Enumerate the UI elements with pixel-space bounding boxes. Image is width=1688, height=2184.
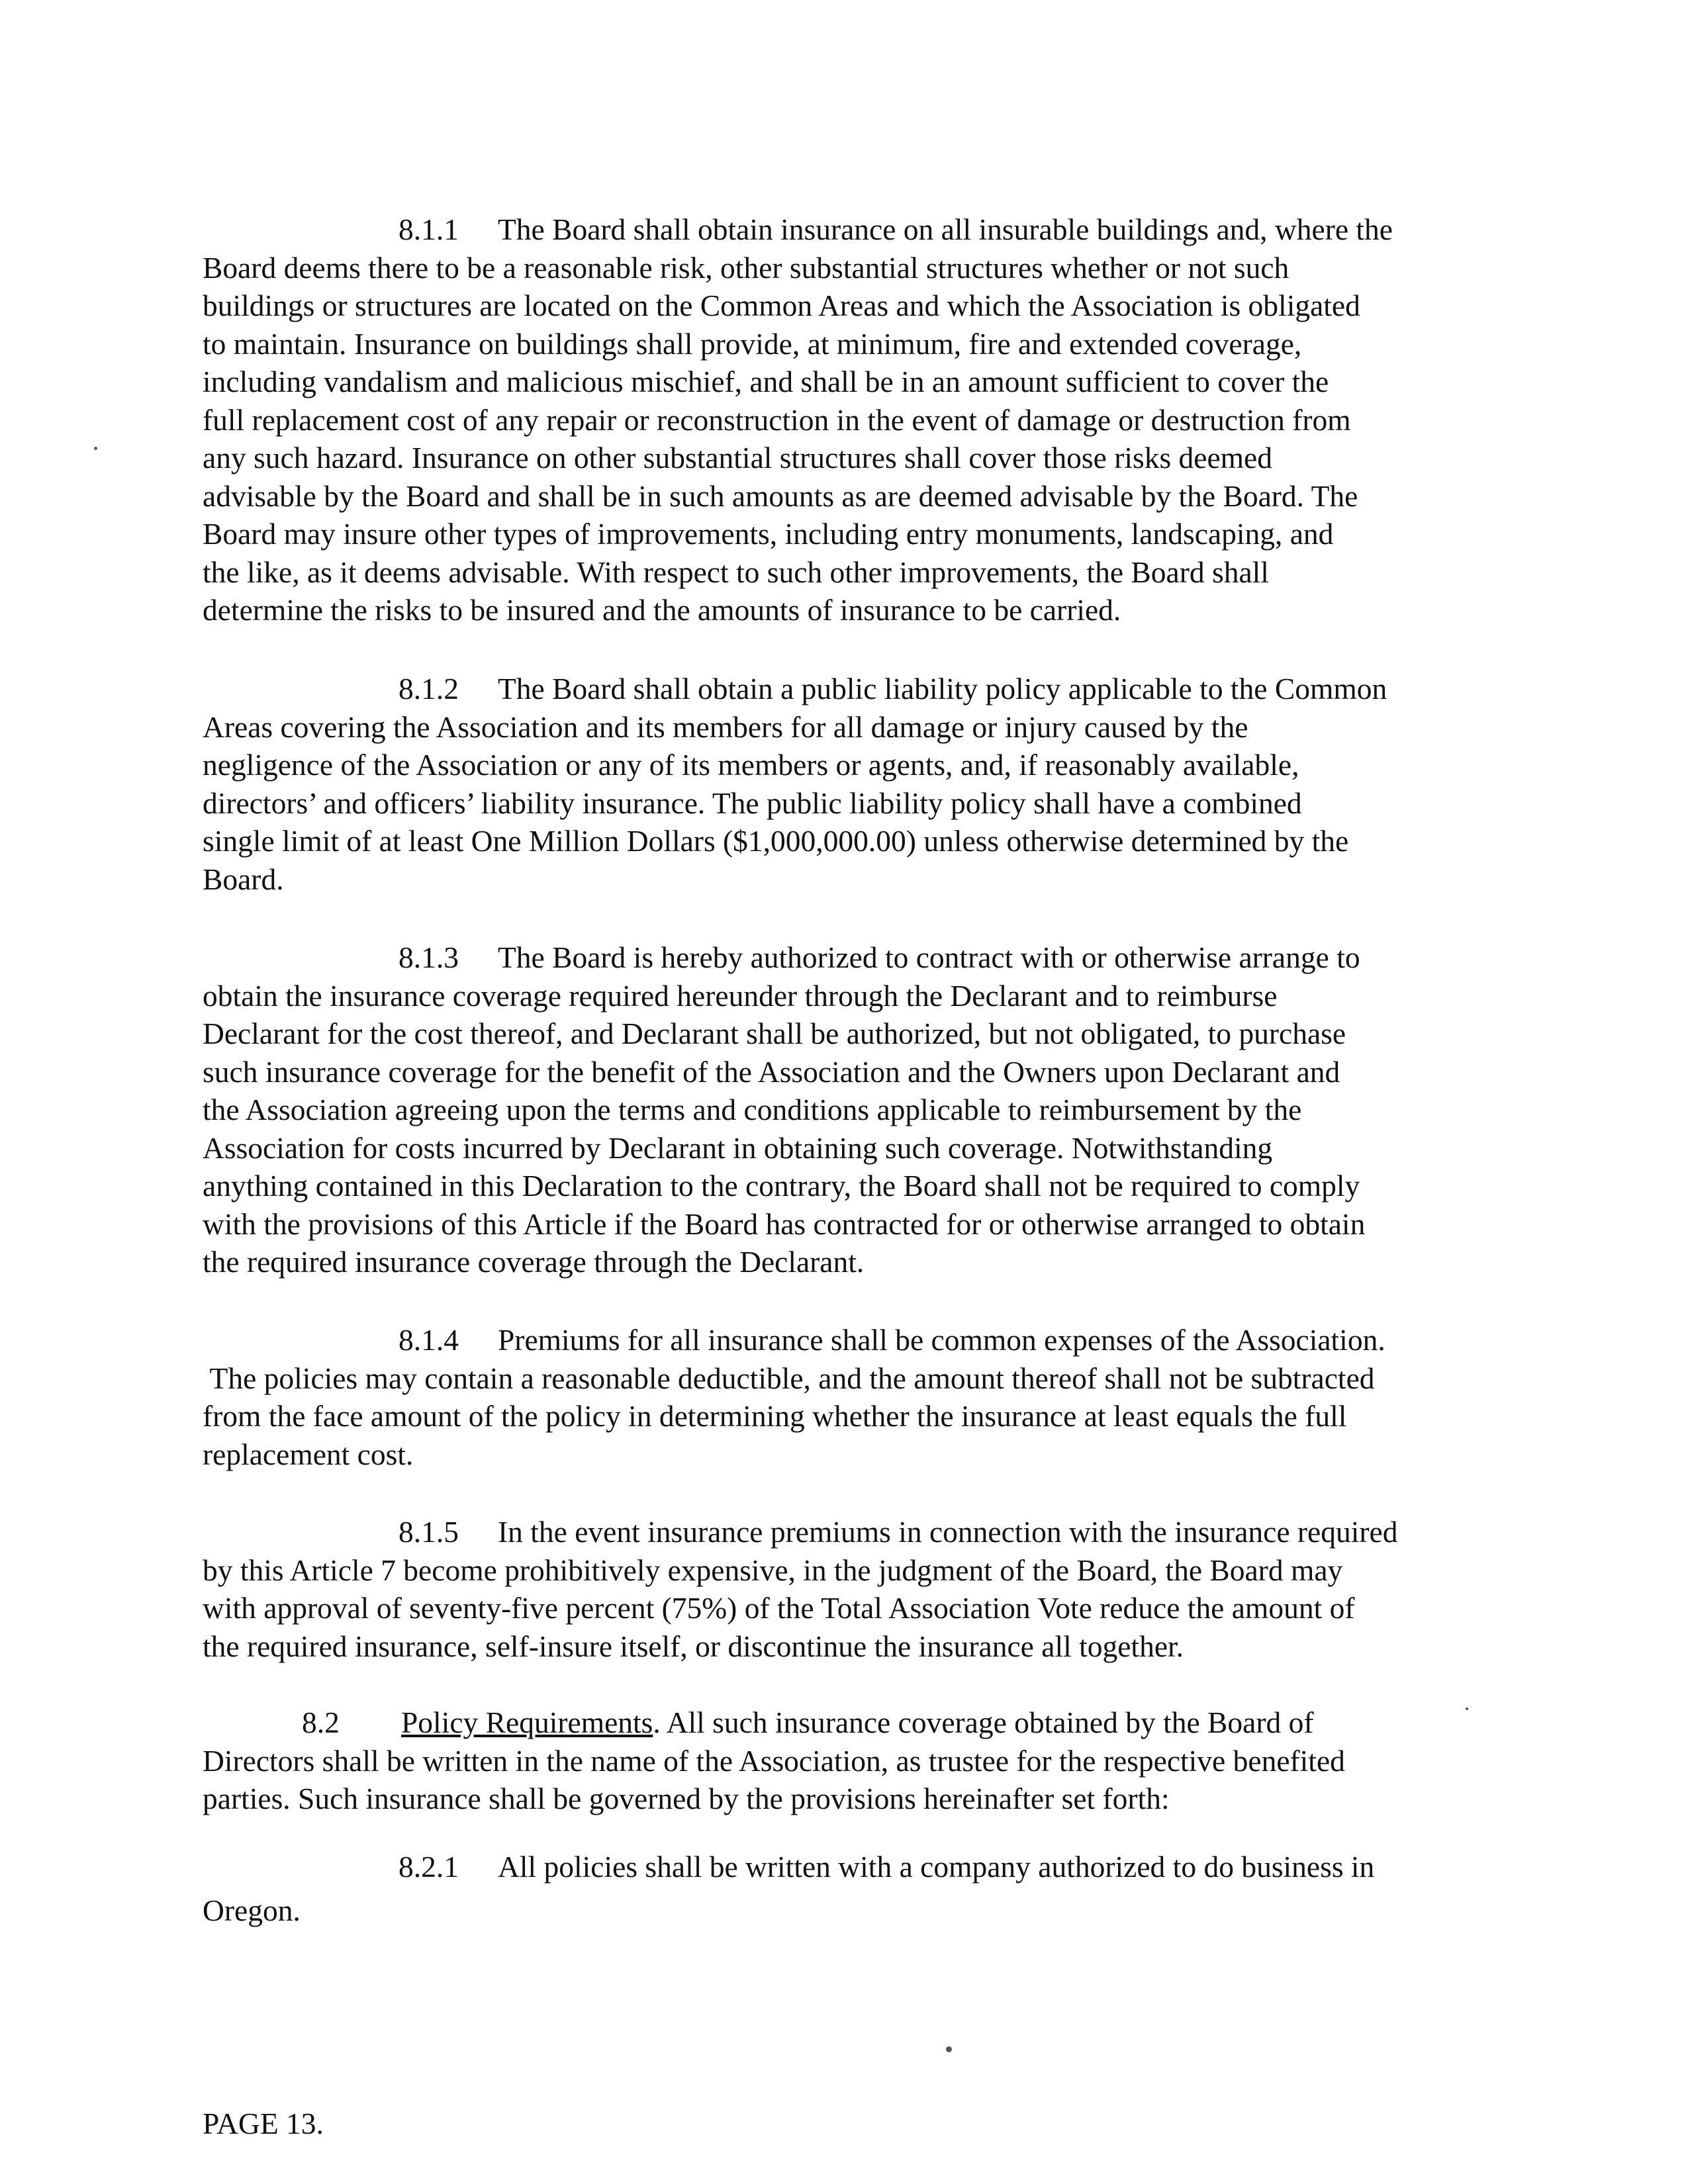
scan-speck xyxy=(94,447,97,450)
text-line: Board. xyxy=(203,862,284,896)
text-line: the required insurance, self-insure itself, or discontinue the insurance all together. xyxy=(203,1629,1184,1663)
paragraph-8-1-1 xyxy=(203,210,1480,629)
text-line: . All such insurance coverage obtained by the Board of xyxy=(653,1706,1314,1739)
text-line: replacement cost. xyxy=(203,1437,414,1471)
paragraph-8-1-2 xyxy=(203,670,1480,898)
text-line: The policies may contain a reasonable deductible, and the amount thereof shall not be subtracted xyxy=(203,1361,1375,1395)
text-line: All policies shall be written with a company authorized to do business in xyxy=(498,1850,1375,1884)
section-number: 8.1.4 xyxy=(399,1323,459,1357)
text-line: the like, as it deems advisable. With respect to such other improvements, the Board shall xyxy=(203,555,1269,589)
text-line: the required insurance coverage through the Declarant. xyxy=(203,1245,865,1279)
text-line: parties. Such insurance shall be governed by the provisions hereinafter set forth: xyxy=(203,1782,1170,1815)
section-heading: Policy Requirements xyxy=(401,1706,653,1739)
text-line: The Board is hereby authorized to contract with or otherwise arrange to xyxy=(498,940,1360,974)
text-line: anything contained in this Declaration to the contrary, the Board shall not be required to comply xyxy=(203,1169,1360,1203)
text-line: with the provisions of this Article if the Board has contracted for or otherwise arranged to obtain xyxy=(203,1206,1366,1241)
section-number: 8.1.5 xyxy=(399,1515,459,1549)
paragraph-8-1-3 xyxy=(203,938,1480,1281)
scan-speck xyxy=(946,2046,952,2052)
section-number: 8.2.1 xyxy=(399,1850,459,1884)
paragraph-8-1-5 xyxy=(203,1513,1480,1665)
text-line: Oregon. xyxy=(203,1893,301,1927)
paragraph-first-line xyxy=(203,210,1480,249)
paragraph-8-1-4 xyxy=(203,1321,1480,1473)
text-line: The Board shall obtain insurance on all insurable buildings and, where the xyxy=(498,212,1393,246)
text-line: obtain the insurance coverage required hereunder through the Declarant and to reimburse xyxy=(203,978,1278,1013)
section-number: 8.1.3 xyxy=(399,940,459,974)
scan-speck xyxy=(1466,1707,1468,1710)
text-line: Board deems there to be a reasonable risk, other substantial structures whether or not such xyxy=(203,250,1289,285)
text-line: directors’ and officers’ liability insurance. The public liability policy shall have a combined xyxy=(203,786,1302,820)
paragraph-8-2-1 xyxy=(203,1848,1480,1929)
text-line: full replacement cost of any repair or reconstruction in the event of damage or destruction from xyxy=(203,402,1351,437)
text-line: any such hazard. Insurance on other substantial structures shall cover those risks deemed xyxy=(203,441,1273,475)
text-line: from the face amount of the policy in determining whether the insurance at least equals the full xyxy=(203,1399,1347,1433)
paragraph-8-2 xyxy=(203,1704,1480,1818)
text-line: such insurance coverage for the benefit of the Association and the Owners upon Declarant and xyxy=(203,1054,1340,1089)
text-line: to maintain. Insurance on buildings shall provide, at minimum, fire and extended coverage, xyxy=(203,326,1302,361)
section-number: 8.2 xyxy=(302,1706,340,1739)
section-number: 8.1.1 xyxy=(399,212,459,246)
text-line: single limit of at least One Million Dollars ($1,000,000.00) unless otherwise determined by the xyxy=(203,824,1349,858)
page-number: PAGE 13. xyxy=(203,2107,324,2140)
section-number: 8.1.2 xyxy=(399,672,459,705)
text-line: Board may insure other types of improvements, including entry monuments, landscaping, and xyxy=(203,517,1334,551)
text-line: negligence of the Association or any of its members or agents, and, if reasonably available, xyxy=(203,748,1299,782)
text-line: the Association agreeing upon the terms and conditions applicable to reimbursement by the xyxy=(203,1093,1302,1126)
paragraph-first-line xyxy=(203,938,1480,977)
text-line: Premiums for all insurance shall be common expenses of the Association. xyxy=(498,1323,1385,1357)
text-line: including vandalism and malicious mischief, and shall be in an amount sufficient to cover the xyxy=(203,365,1329,398)
paragraph-first-line xyxy=(203,1321,1480,1359)
text-line: The Board shall obtain a public liability policy applicable to the Common xyxy=(498,672,1387,705)
text-line: by this Article 7 become prohibitively expensive, in the judgment of the Board, the Board may xyxy=(203,1553,1343,1587)
paragraph-first-line xyxy=(203,1704,1480,1742)
text-line: Declarant for the cost thereof, and Declarant shall be authorized, but not obligated, to purchase xyxy=(203,1017,1346,1050)
paragraph-first-line xyxy=(203,1848,1480,1886)
text-line: Areas covering the Association and its members for all damage or injury caused by the xyxy=(203,709,1248,744)
text-line: Association for costs incurred by Declarant in obtaining such coverage. Notwithstanding xyxy=(203,1130,1273,1165)
text-line: In the event insurance premiums in connection with the insurance required xyxy=(498,1515,1398,1549)
text-line: determine the risks to be insured and the amounts of insurance to be carried. xyxy=(203,593,1121,627)
text-line: advisable by the Board and shall be in such amounts as are deemed advisable by the Board. The xyxy=(203,478,1358,513)
paragraph-first-line xyxy=(203,1513,1480,1551)
text-line: buildings or structures are located on the Common Areas and which the Association is obligated xyxy=(203,289,1360,322)
paragraph-first-line xyxy=(203,670,1480,708)
text-line: Directors shall be written in the name of the Association, as trustee for the respective benefited xyxy=(203,1743,1345,1778)
text-line: with approval of seventy-five percent (75%) of the Total Association Vote reduce the amount of xyxy=(203,1591,1355,1625)
